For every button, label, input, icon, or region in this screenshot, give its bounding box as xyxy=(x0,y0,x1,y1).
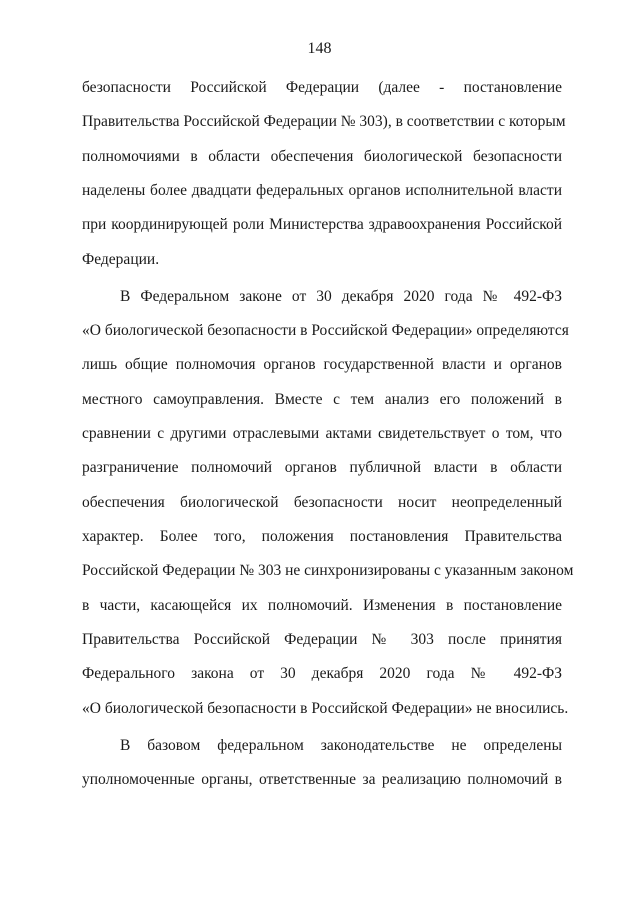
text-line: обеспечения биологической безопасности носит неопределенный xyxy=(82,494,562,511)
text-line: Правительства Российской Федерации № 303 после принятия xyxy=(82,631,562,648)
text-line: «О биологической безопасности в Российской Федерации» не вносились. xyxy=(82,700,569,717)
text-line: полномочиями в области обеспечения биологической безопасности xyxy=(82,148,562,165)
text-line: безопасности Российской Федерации (далее - постановление xyxy=(82,79,562,96)
text-line: Федерального закона от 30 декабря 2020 года № 492-ФЗ xyxy=(82,665,562,682)
text-line: «О биологической безопасности в Российской Федерации» определяются xyxy=(82,322,569,339)
text-line: характер. Более того, положения постановления Правительства xyxy=(82,528,562,545)
text-line: местного самоуправления. Вместе с тем анализ его положений в xyxy=(82,391,562,408)
text-line: уполномоченные органы, ответственные за реализацию полномочий в xyxy=(82,771,562,788)
text-line: в части, касающейся их полномочий. Изменения в постановление xyxy=(82,597,562,614)
text-line: лишь общие полномочия органов государственной власти и органов xyxy=(82,356,562,373)
text-line: Федерации. xyxy=(82,251,160,268)
text-line: Правительства Российской Федерации № 303), в соответствии с которым xyxy=(82,113,566,130)
text-line: В Федеральном законе от 30 декабря 2020 года № 492-ФЗ xyxy=(120,288,562,305)
text-line: наделены более двадцати федеральных органов исполнительной власти xyxy=(82,182,562,199)
text-line: В базовом федеральном законодательстве не определены xyxy=(120,737,562,754)
text-line: разграничение полномочий органов публичной власти в области xyxy=(82,459,562,476)
text-line: при координирующей роли Министерства здравоохранения Российской xyxy=(82,216,562,233)
text-line: Российской Федерации № 303 не синхронизированы с указанным законом xyxy=(82,562,574,579)
page-number: 148 xyxy=(307,40,332,57)
text-line: сравнении с другими отраслевыми актами свидетельствует о том, что xyxy=(82,425,562,442)
